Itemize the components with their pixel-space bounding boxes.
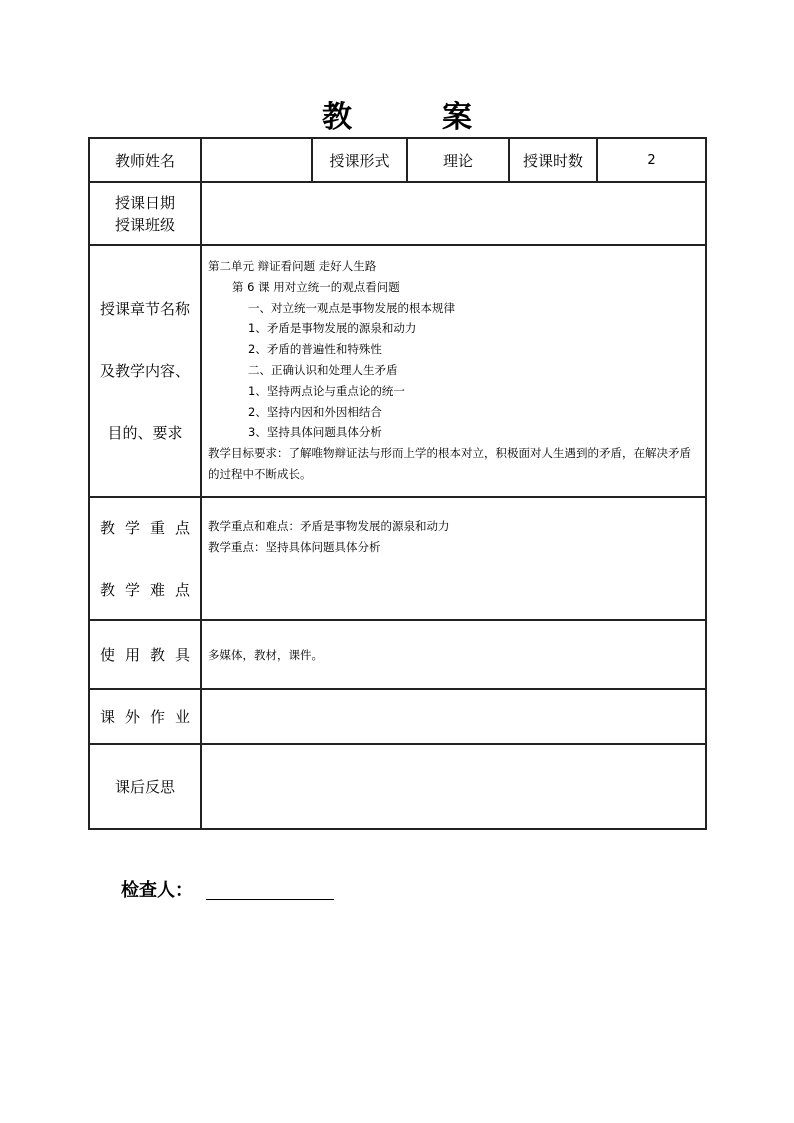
- key-content[interactable]: [201, 497, 706, 620]
- tools-row: [89, 620, 706, 689]
- chapter-label: [89, 245, 201, 497]
- hours-label: 授课时数: [509, 138, 597, 182]
- chapter-label-line2: 及教学内容、: [99, 362, 190, 380]
- hours-value[interactable]: 2: [597, 138, 706, 182]
- content-line: 1、坚持两点论与重点论的统一: [248, 383, 405, 398]
- date-class-row: [89, 182, 706, 245]
- class-label: 授课班级: [114, 215, 175, 234]
- form-value[interactable]: 理论: [407, 138, 509, 182]
- key-line: 教学重点：坚持具体问题具体分析: [208, 539, 381, 554]
- content-line: 3、坚持具体问题具体分析: [248, 425, 382, 440]
- teacher-label: 教师姓名: [89, 138, 201, 182]
- key-row: [89, 497, 706, 620]
- lesson-plan-table: [88, 137, 707, 830]
- chapter-row: [89, 245, 706, 497]
- key-label: [89, 497, 201, 620]
- content-line: 第 6 课 用对立统一的观点看问题: [232, 279, 400, 294]
- teacher-value[interactable]: [201, 138, 312, 182]
- reflection-row: [89, 744, 706, 829]
- header-row: [89, 138, 706, 182]
- content-line: 一、对立统一观点是事物发展的根本规律: [248, 300, 455, 315]
- form-label: 授课形式: [312, 138, 407, 182]
- content-line: 2、坚持内因和外因相结合: [248, 404, 382, 419]
- content-line: 第二单元 辩证看问题 走好人生路: [208, 259, 377, 273]
- date-label: 授课日期: [114, 193, 175, 212]
- key-line: 教学重点和难点：矛盾是事物发展的源泉和动力: [208, 519, 450, 533]
- homework-row: [89, 689, 706, 744]
- reflection-value[interactable]: [201, 744, 706, 829]
- difficulty-label: 教学难点: [100, 580, 201, 599]
- content-line: 2、矛盾的普遍性和特殊性: [248, 342, 382, 357]
- date-class-value[interactable]: [201, 182, 706, 245]
- content-line: 二、正确认识和处理人生矛盾: [248, 362, 398, 377]
- checker-label: 检查人：: [121, 880, 193, 901]
- checker-signature-line[interactable]: [206, 899, 334, 900]
- tools-value[interactable]: 多媒体，教材，课件。: [201, 620, 706, 689]
- chapter-label-line1: 授课章节名称: [99, 300, 190, 318]
- chapter-content[interactable]: [201, 245, 706, 497]
- key-point-label: 教学重点: [100, 518, 201, 537]
- page-title: 教 案: [322, 100, 502, 135]
- homework-label: 课外作业: [89, 689, 201, 744]
- tools-label: 使用教具: [89, 620, 201, 689]
- homework-value[interactable]: [201, 689, 706, 744]
- reflection-label: 课后反思: [89, 744, 201, 829]
- date-class-label: [89, 182, 201, 245]
- objective-text: 教学目标要求：了解唯物辩证法与形而上学的根本对立，积极面对人生遇到的矛盾，在解决矛盾的过程中不断成长。: [208, 446, 691, 481]
- chapter-label-line3: 目的、要求: [107, 424, 183, 442]
- content-line: 1、矛盾是事物发展的源泉和动力: [248, 321, 417, 336]
